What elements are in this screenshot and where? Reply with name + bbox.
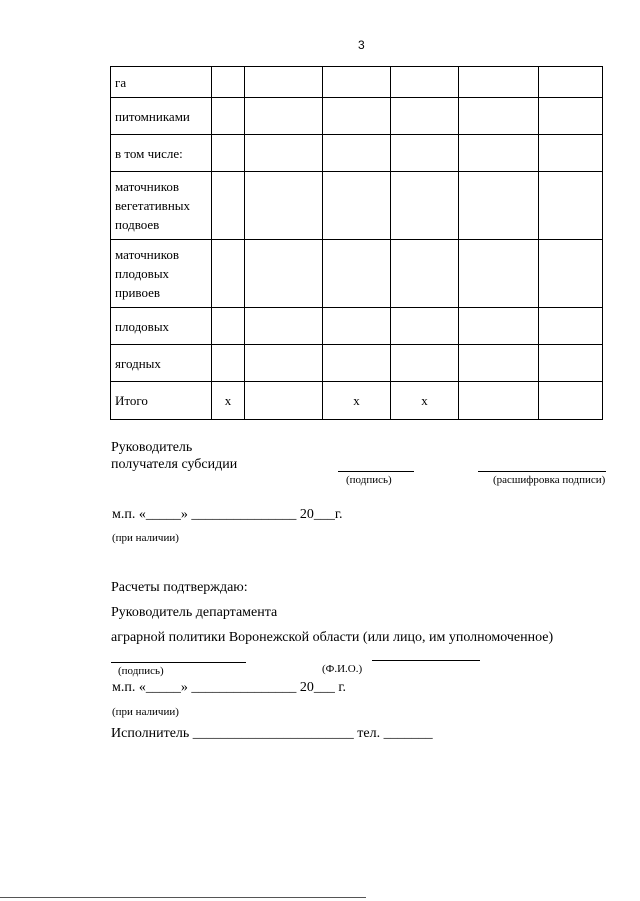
table-cell <box>212 240 245 308</box>
table-cell <box>323 308 391 345</box>
confirm-stamp-note: (при наличии) <box>112 706 179 718</box>
table-cell <box>245 345 323 382</box>
row-label: в том числе: <box>111 135 212 172</box>
table-cell <box>245 308 323 345</box>
table-row <box>111 345 603 382</box>
table-cell <box>212 98 245 135</box>
name-line <box>478 471 606 472</box>
table-row <box>111 382 603 420</box>
table-cell <box>323 345 391 382</box>
table-cell <box>245 382 323 420</box>
table-cell <box>459 172 539 240</box>
confirm-date-line: м.п. «_____» _______________ 20___ г. <box>112 680 347 695</box>
table-cell <box>459 67 539 98</box>
table-cell <box>391 67 459 98</box>
table-cell <box>459 240 539 308</box>
table-cell <box>391 135 459 172</box>
table-cell <box>459 308 539 345</box>
confirm-name-line <box>372 660 480 661</box>
row-label: маточников вегетативных подвоев <box>111 172 212 240</box>
table-cell <box>212 345 245 382</box>
table-cell <box>539 135 603 172</box>
table-cell <box>212 67 245 98</box>
name-caption: (расшифровка подписи) <box>493 474 606 486</box>
confirm-signature-caption: (подпись) <box>118 665 164 677</box>
table-cell <box>391 172 459 240</box>
row-label: питомниками <box>111 98 212 135</box>
table-cell <box>459 98 539 135</box>
table-row <box>111 98 603 135</box>
table-row <box>111 67 603 98</box>
table-cell <box>539 98 603 135</box>
table-cell <box>391 98 459 135</box>
subsidy-table <box>110 66 603 420</box>
stamp-date-line: м.п. «_____» _______________ 20___г. <box>112 507 343 522</box>
table-cell: х <box>212 382 245 420</box>
table-cell <box>323 135 391 172</box>
table-cell <box>391 345 459 382</box>
row-label: га <box>111 67 212 98</box>
table-row <box>111 308 603 345</box>
table-cell <box>391 308 459 345</box>
table-cell <box>539 172 603 240</box>
page-number: 3 <box>358 38 365 52</box>
table-cell <box>245 172 323 240</box>
table-cell <box>212 135 245 172</box>
confirm-signature-line <box>111 662 246 663</box>
table-cell <box>539 308 603 345</box>
table-cell <box>391 240 459 308</box>
table-cell <box>539 382 603 420</box>
table-cell <box>323 98 391 135</box>
table-cell <box>459 382 539 420</box>
table-cell <box>245 67 323 98</box>
confirm-heading: Расчеты подтверждаю: <box>111 580 248 595</box>
signature-caption: (подпись) <box>346 474 392 486</box>
executor-line: Исполнитель _______________________ тел. _______ <box>111 726 433 741</box>
footer-rule <box>0 897 366 898</box>
signer-title-line1: Руководитель <box>111 440 193 455</box>
table-row <box>111 240 603 308</box>
confirm-line1: Руководитель департамента <box>111 605 278 620</box>
table-cell: х <box>323 382 391 420</box>
table-cell <box>539 67 603 98</box>
row-label: ягодных <box>111 345 212 382</box>
table-cell <box>212 172 245 240</box>
confirm-name-caption: (Ф.И.О.) <box>322 663 363 675</box>
table-cell <box>459 135 539 172</box>
table-cell <box>323 240 391 308</box>
table-cell: х <box>391 382 459 420</box>
signer-title-line2: получателя субсидии <box>111 457 238 472</box>
signature-line <box>338 471 414 472</box>
row-label: плодовых <box>111 308 212 345</box>
table-cell <box>539 240 603 308</box>
table-cell <box>459 345 539 382</box>
table-cell <box>212 308 245 345</box>
confirm-line2: аграрной политики Воронежской области (или лицо, им уполномоченное) <box>111 630 554 645</box>
row-label: Итого <box>111 382 212 420</box>
table-cell <box>539 345 603 382</box>
table-cell <box>245 135 323 172</box>
table-row <box>111 135 603 172</box>
stamp-note: (при наличии) <box>112 532 179 544</box>
table-cell <box>245 98 323 135</box>
row-label: маточников плодовых привоев <box>111 240 212 308</box>
table-cell <box>245 240 323 308</box>
table-cell <box>323 67 391 98</box>
table-row <box>111 172 603 240</box>
table-cell <box>323 172 391 240</box>
